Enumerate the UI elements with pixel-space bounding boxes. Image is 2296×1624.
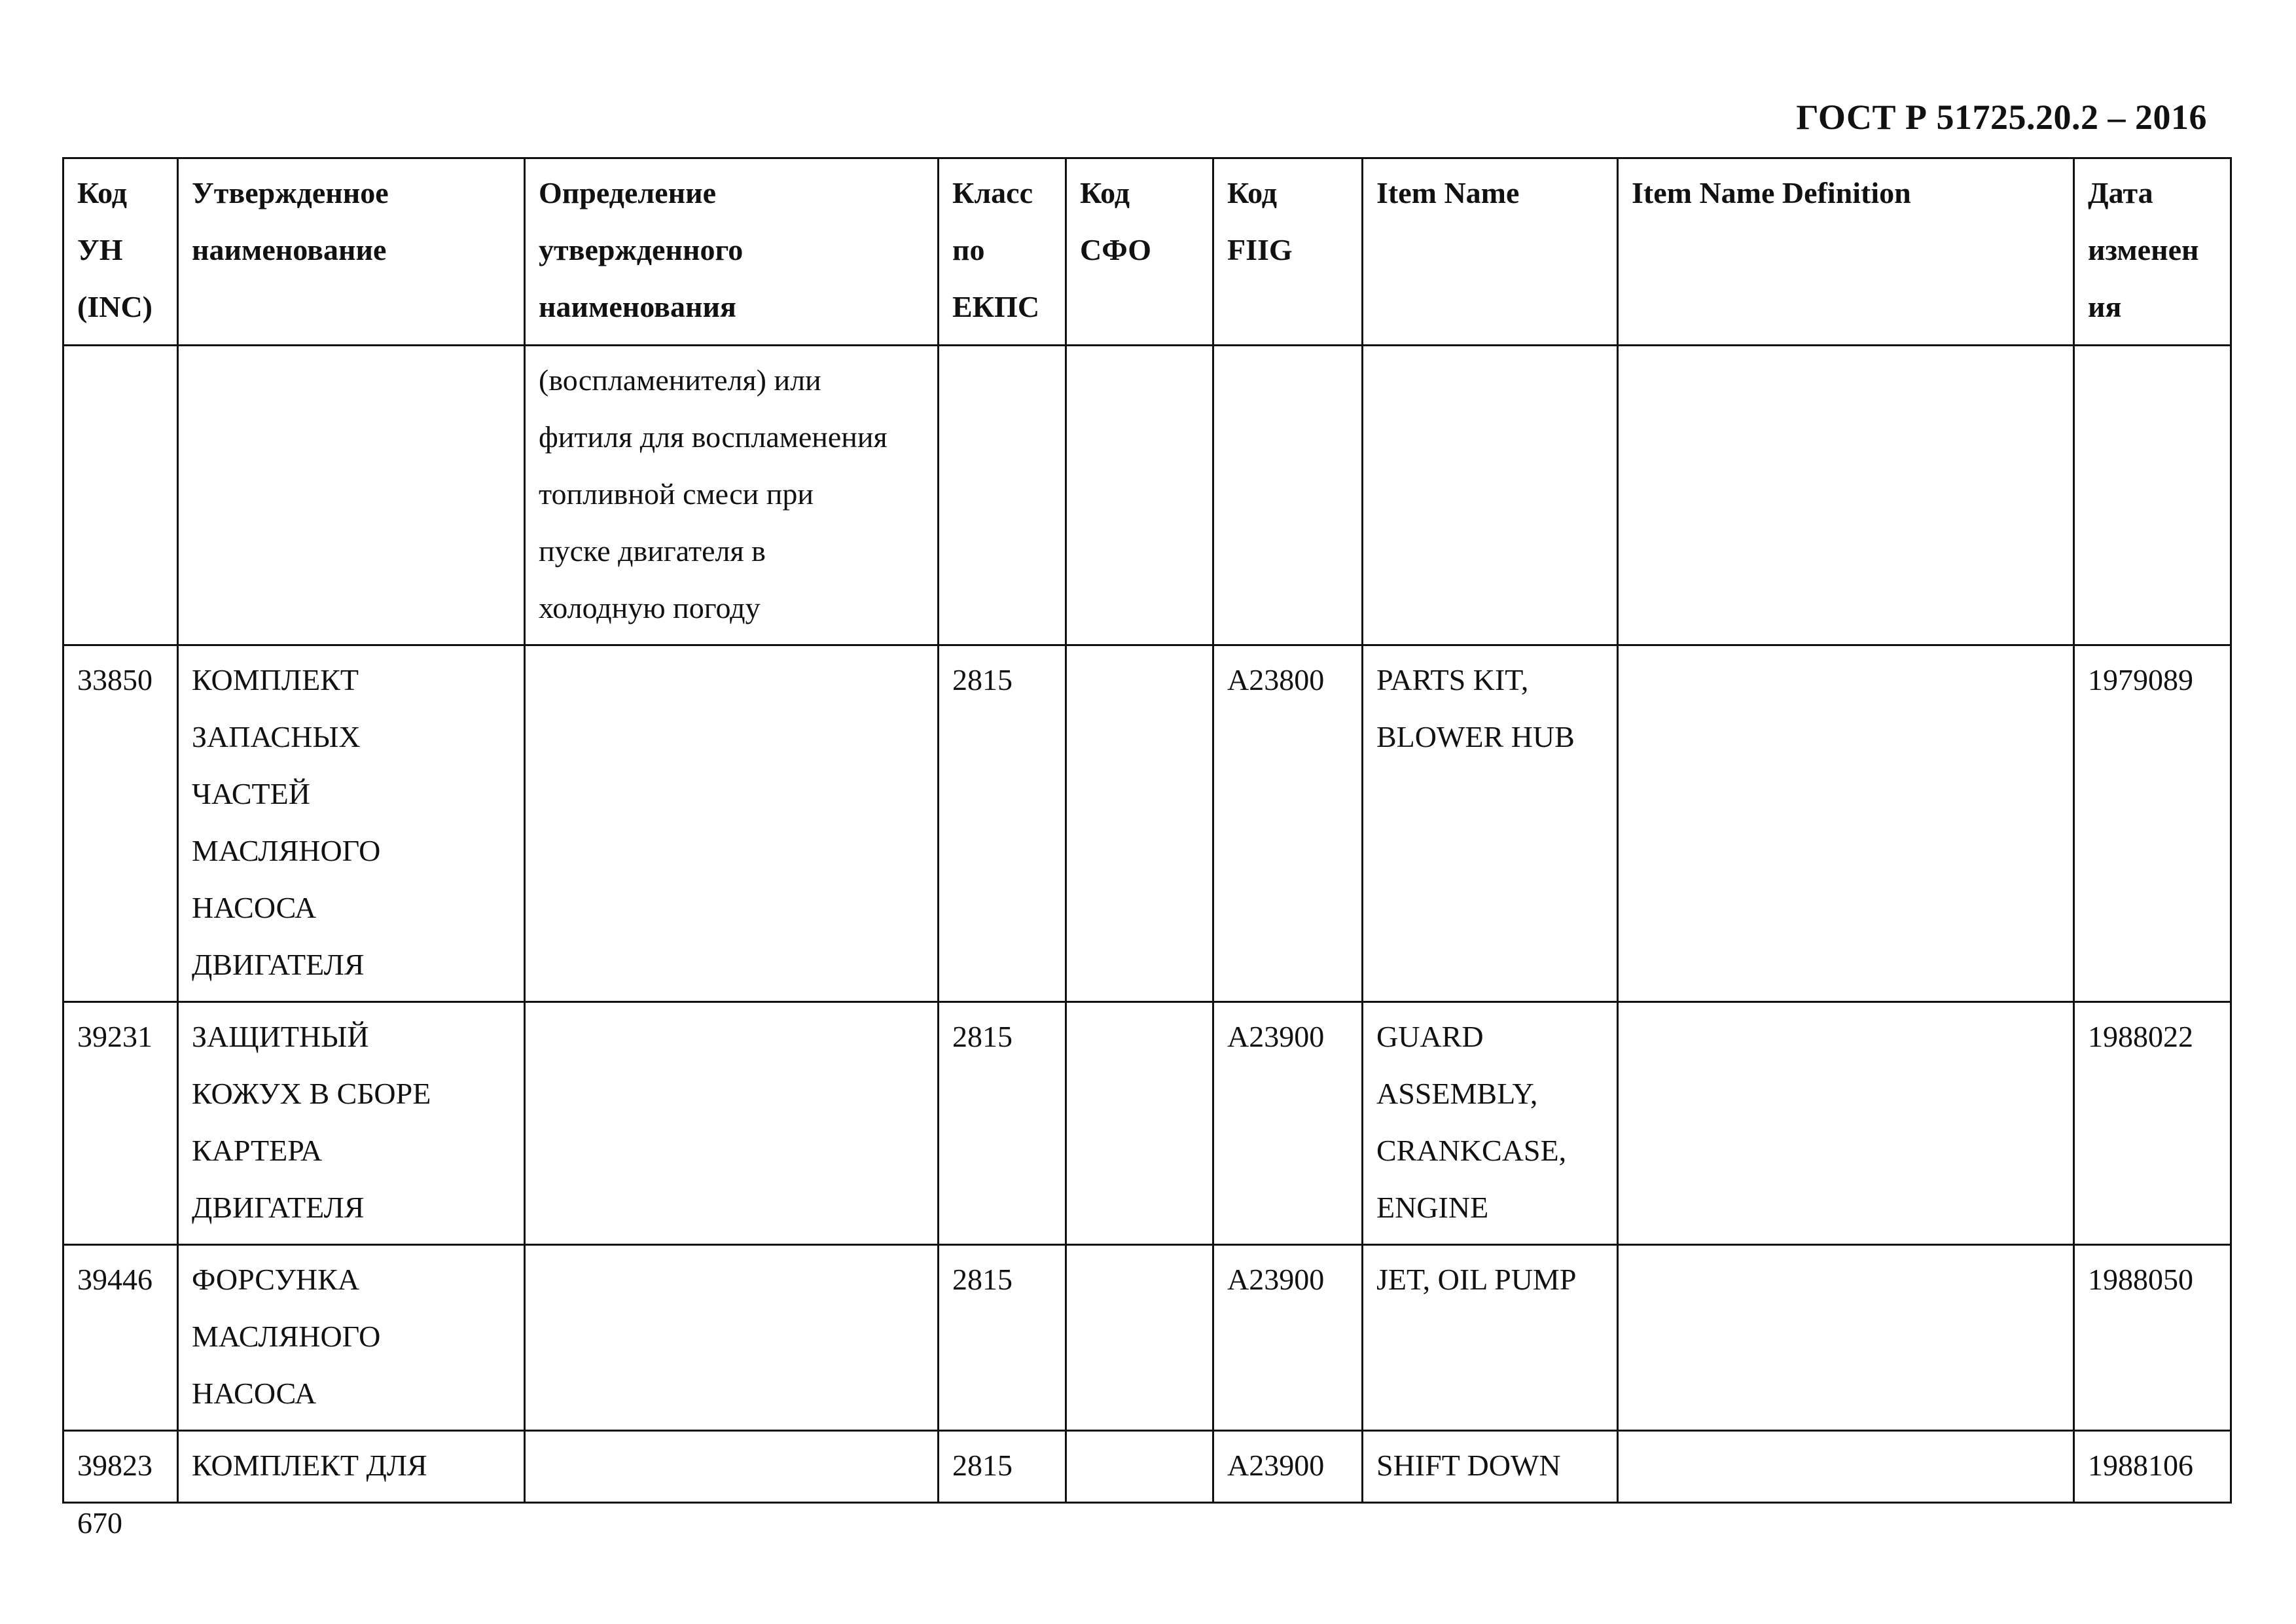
- cell-line: ДВИГАТЕЛЯ: [192, 1191, 365, 1224]
- cell-ekps-class: 2815: [939, 1431, 1066, 1503]
- cell-line: ENGINE: [1376, 1191, 1489, 1224]
- cell-name-definition: [525, 1431, 939, 1503]
- table-row: [63, 1002, 2231, 1245]
- cell-name-definition: [525, 346, 939, 645]
- cell-line: ЧАСТЕЙ: [192, 777, 310, 810]
- header-line: наименования: [539, 290, 736, 323]
- header-line: Дата: [2088, 176, 2153, 209]
- cell-fiig-code: A23900: [1213, 1002, 1363, 1245]
- cell-line: CRANKCASE,: [1376, 1134, 1567, 1167]
- cell-line: пуске двигателя в: [539, 534, 766, 568]
- cell-ekps-class: 2815: [939, 1245, 1066, 1431]
- cell-line: GUARD: [1376, 1020, 1484, 1053]
- cell-line: КОЖУХ В СБОРЕ: [192, 1077, 431, 1110]
- header-line: утвержденного: [539, 233, 744, 266]
- cell-item-name: [1363, 346, 1618, 645]
- document-code: ГОСТ Р 51725.20.2 – 2016: [1796, 98, 2207, 137]
- header-line: изменен: [2088, 233, 2199, 266]
- cell-item-name-definition: [1618, 1245, 2074, 1431]
- cell-sfo-code: [1066, 1431, 1213, 1503]
- cell-approved-name: [178, 1002, 525, 1245]
- cell-sfo-code: [1066, 645, 1213, 1002]
- cell-fiig-code: A23800: [1213, 645, 1363, 1002]
- header-line: Код: [1080, 176, 1130, 209]
- col-header-name-definition: [525, 158, 939, 346]
- cell-name-definition: [525, 645, 939, 1002]
- cell-sfo-code: [1066, 346, 1213, 645]
- cell-line: JET, OIL PUMP: [1376, 1263, 1577, 1296]
- registry-table: [62, 157, 2232, 1504]
- cell-line: фитиля для воспламенения: [539, 420, 888, 454]
- cell-inc-code: 39231: [63, 1002, 178, 1245]
- header-line: Item Name Definition: [1632, 176, 1911, 209]
- header-row: [63, 158, 2231, 346]
- cell-line: PARTS KIT,: [1376, 663, 1529, 696]
- cell-name-definition: [525, 1002, 939, 1245]
- table-body: [63, 346, 2231, 1503]
- col-header-fiig-code: [1213, 158, 1363, 346]
- table-header: [63, 158, 2231, 346]
- page-number: 670: [77, 1506, 122, 1540]
- col-header-item-name-definition: [1618, 158, 2074, 346]
- col-header-change-date: [2074, 158, 2231, 346]
- cell-item-name-definition: [1618, 346, 2074, 645]
- cell-change-date: 1988022: [2074, 1002, 2231, 1245]
- cell-change-date: [2074, 346, 2231, 645]
- cell-approved-name: [178, 346, 525, 645]
- cell-line: (воспламенителя) или: [539, 363, 821, 397]
- cell-ekps-class: [939, 346, 1066, 645]
- cell-line: МАСЛЯНОГО: [192, 834, 381, 867]
- col-header-inc-code: [63, 158, 178, 346]
- cell-line: ДВИГАТЕЛЯ: [192, 948, 365, 981]
- cell-line: ЗАПАСНЫХ: [192, 720, 361, 753]
- header-line: Код: [1227, 176, 1278, 209]
- cell-line: МАСЛЯНОГО: [192, 1320, 381, 1353]
- header-line: Утвержденное: [192, 176, 389, 209]
- cell-inc-code: 39446: [63, 1245, 178, 1431]
- header-line: FIIG: [1227, 233, 1293, 266]
- table-row: [63, 346, 2231, 645]
- header-line: Item Name: [1376, 176, 1520, 209]
- cell-approved-name: [178, 1431, 525, 1503]
- cell-line: SHIFT DOWN: [1376, 1449, 1561, 1482]
- header-line: (INC): [77, 290, 152, 323]
- cell-approved-name: [178, 645, 525, 1002]
- cell-inc-code: [63, 346, 178, 645]
- header-line: Класс: [952, 176, 1033, 209]
- cell-line: ФОРСУНКА: [192, 1263, 360, 1296]
- table-row: [63, 1431, 2231, 1503]
- cell-change-date: 1988050: [2074, 1245, 2231, 1431]
- cell-inc-code: 33850: [63, 645, 178, 1002]
- header-line: наименование: [192, 233, 387, 266]
- cell-line: BLOWER HUB: [1376, 720, 1575, 753]
- cell-ekps-class: 2815: [939, 1002, 1066, 1245]
- col-header-item-name: [1363, 158, 1618, 346]
- table-row: [63, 1245, 2231, 1431]
- cell-fiig-code: A23900: [1213, 1431, 1363, 1503]
- cell-fiig-code: [1213, 346, 1363, 645]
- cell-sfo-code: [1066, 1245, 1213, 1431]
- cell-line: НАСОСА: [192, 891, 317, 924]
- cell-item-name-definition: [1618, 1431, 2074, 1503]
- cell-line: КАРТЕРА: [192, 1134, 323, 1167]
- cell-item-name: [1363, 1245, 1618, 1431]
- header-line: ЕКПС: [952, 290, 1040, 323]
- cell-inc-code: 39823: [63, 1431, 178, 1503]
- cell-change-date: 1988106: [2074, 1431, 2231, 1503]
- table-row: [63, 645, 2231, 1002]
- cell-line: ЗАЩИТНЫЙ: [192, 1020, 369, 1053]
- col-header-approved-name: [178, 158, 525, 346]
- header-line: Код: [77, 176, 128, 209]
- cell-fiig-code: A23900: [1213, 1245, 1363, 1431]
- cell-line: холодную погоду: [539, 591, 761, 624]
- cell-item-name: [1363, 1002, 1618, 1245]
- cell-item-name: [1363, 645, 1618, 1002]
- col-header-ekps-class: [939, 158, 1066, 346]
- header-line: ия: [2088, 290, 2122, 323]
- cell-ekps-class: 2815: [939, 645, 1066, 1002]
- cell-name-definition: [525, 1245, 939, 1431]
- cell-line: КОМПЛЕКТ ДЛЯ: [192, 1449, 427, 1482]
- cell-item-name-definition: [1618, 645, 2074, 1002]
- cell-line: ASSEMBLY,: [1376, 1077, 1538, 1110]
- col-header-sfo-code: [1066, 158, 1213, 346]
- header-line: Определение: [539, 176, 717, 209]
- cell-line: КОМПЛЕКТ: [192, 663, 359, 696]
- cell-change-date: 1979089: [2074, 645, 2231, 1002]
- cell-item-name-definition: [1618, 1002, 2074, 1245]
- header-line: УН: [77, 233, 123, 266]
- cell-sfo-code: [1066, 1002, 1213, 1245]
- header-line: по: [952, 233, 985, 266]
- cell-item-name: [1363, 1431, 1618, 1503]
- cell-line: НАСОСА: [192, 1377, 317, 1410]
- header-line: СФО: [1080, 233, 1152, 266]
- cell-approved-name: [178, 1245, 525, 1431]
- cell-line: топливной смеси при: [539, 477, 814, 511]
